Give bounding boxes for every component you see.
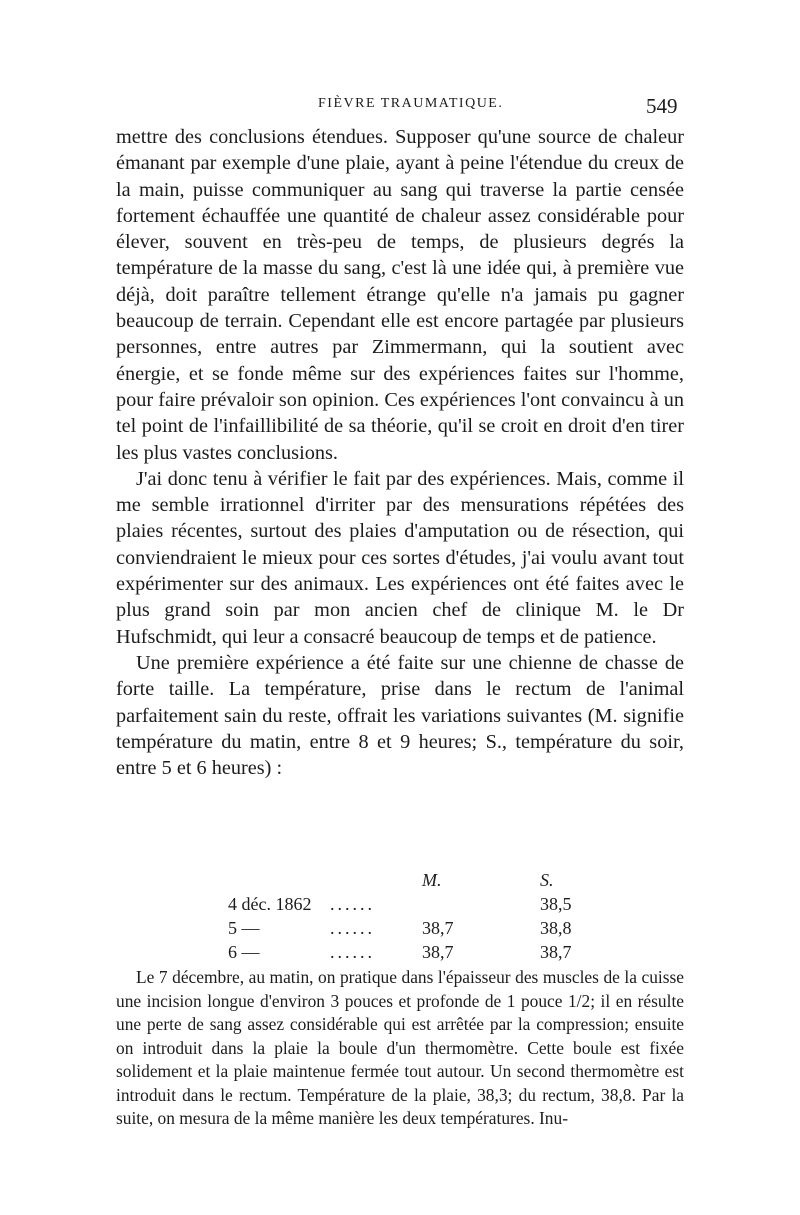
paragraph: mettre des conclusions étendues. Supposer qu'une source de chaleur émanant par exemple d'une plaie, ayant à peine l'étendue du creux de la main, puisse communiquer au sang qui traverse la partie censée fortement échauffée une quantité de chaleur assez considérable pour élever, souvent en très-peu de temps, de plusieurs degrés la température de la masse du sang, c'est là une idée qui, à première vue déjà, doit paraître tellement étrange qu'elle n'a jamais pu gagner beaucoup de terrain. Cependant elle est encore partagée par plusieurs personnes, entre autres par Zimmermann, qui la soutient avec énergie, et se fonde même sur des expériences faites sur l'homme, pour faire prévaloir son opinion. Ces expériences l'ont convaincu à un tel point de l'infaillibilité de sa théorie, qu'il se croit en droit d'en tirer les plus vastes conclusions. <box>116 126 684 464</box>
column-header-s: S. <box>540 870 554 890</box>
paragraph: J'ai donc tenu à vérifier le fait par des expériences. Mais, comme il me semble irrationnel d'irriter par des mensurations répétées des plaies récentes, surtout des plaies d'amputation ou de résection, qui conviendraient le mieux pour ces sortes d'études, j'ai voulu avant tout expérimenter sur des animaux. Les expériences ont été faites avec le plus grand soin par mon ancien chef de clinique M. le Dr Hufschmidt, qui leur a consacré beaucoup de temps et de patience. <box>116 467 684 648</box>
row-evening-temp: 38,8 <box>540 918 572 938</box>
row-date: 6 — <box>228 942 260 962</box>
running-title: FIÈVRE TRAUMATIQUE. <box>318 96 504 111</box>
row-evening-temp: 38,7 <box>540 942 572 962</box>
row-evening-temp: 38,5 <box>540 894 572 914</box>
paragraph: Une première expérience a été faite sur une chienne de chasse de forte taille. La température, prise dans le rectum de l'animal parfaitement sain du reste, offrait les variations suivantes (M. signifie température du matin, entre 8 et 9 heures; S., température du soir, entre 5 et 6 heures) : <box>116 651 684 780</box>
body-text <box>116 124 684 781</box>
page-number: 549 <box>646 94 678 118</box>
table-row <box>116 916 684 940</box>
row-leader-dots: ...... <box>330 894 375 914</box>
table-header-row <box>116 868 684 892</box>
table-row <box>116 892 684 916</box>
running-header <box>0 94 800 118</box>
column-header-m: M. <box>422 870 442 890</box>
table-row <box>116 940 684 964</box>
row-morning-temp: 38,7 <box>422 942 454 962</box>
row-date: 5 — <box>228 918 260 938</box>
small-print-section <box>116 966 684 1131</box>
row-morning-temp: 38,7 <box>422 918 454 938</box>
small-paragraph: Le 7 décembre, au matin, on pratique dans l'épaisseur des muscles de la cuisse une incision longue d'environ 3 pouces et profonde de 1 pouce 1/2; il en résulte une perte de sang assez considérable qui est arrêtée par la compression; ensuite on introduit dans la plaie la boule d'un thermomètre. Cette boule est fixée solidement et la plaie maintenue fermée tout autour. Un second thermomètre est introduit dans le rectum. Température de la plaie, 38,3; du rectum, 38,8. Par la suite, on mesura de la même manière les deux températures. Inu- <box>116 967 684 1128</box>
row-leader-dots: ...... <box>330 918 375 938</box>
temperature-table <box>116 868 684 964</box>
row-leader-dots: ...... <box>330 942 375 962</box>
row-date: 4 déc. 1862 <box>228 894 312 914</box>
